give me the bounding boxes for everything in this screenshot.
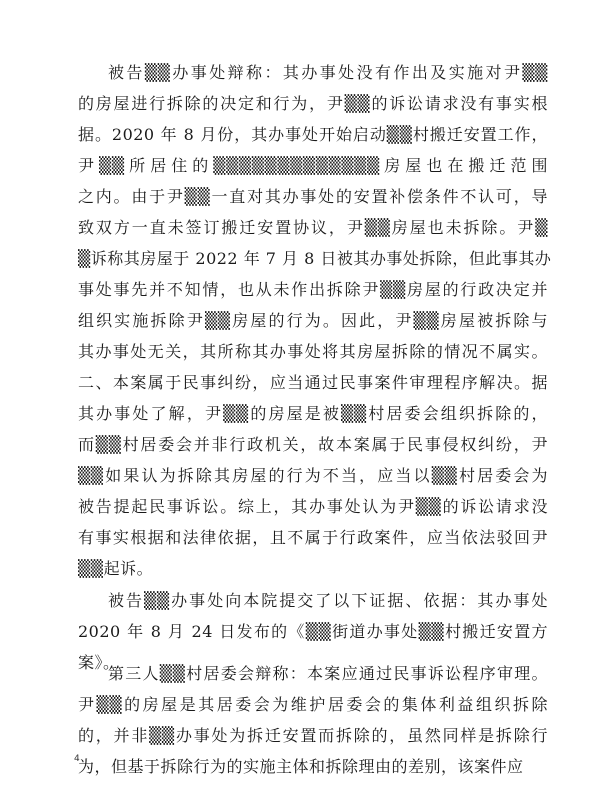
text-line: 二、本案属于民事纠纷，应当通过民事案件审理程序解决。据 xyxy=(78,373,548,392)
text-line: 被告提起民事诉讼。综上，其办事处认为尹▒▒的诉讼请求没 xyxy=(78,497,548,516)
text-line: 的房屋进行拆除的决定和行为，尹▒▒的诉讼请求没有事实根 xyxy=(78,94,548,113)
text-line: 而▒▒村居委会并非行政机关，故本案属于民事侵权纠纷，尹 xyxy=(78,435,548,454)
text-line: 之内。由于尹▒▒一直对其办事处的安置补偿条件不认可，导 xyxy=(78,187,548,206)
text-line: 案》。 xyxy=(78,653,120,672)
text-line: 为，但基于拆除行为的实施主体和拆除理由的差别，该案件应 xyxy=(78,757,524,776)
defendant-defense-paragraph xyxy=(78,57,552,584)
text-line: 致双方一直未签订搬迁安置协议，尹▒▒房屋也未拆除。尹▒ xyxy=(78,218,548,237)
text-line: 被告▒▒办事处辩称：其办事处没有作出及实施对尹▒▒ xyxy=(108,63,548,82)
text-line: 2020 年 8 月 24 日发布的《▒▒街道办事处▒▒村搬迁安置方 xyxy=(78,622,548,641)
text-line: 组织实施拆除尹▒▒房屋的行为。因此，尹▒▒房屋被拆除与 xyxy=(78,311,548,330)
third-party-defense-paragraph xyxy=(78,658,548,782)
text-line: 据。2020 年 8 月份，其办事处开始启动▒▒村搬迁安置工作， xyxy=(78,125,548,144)
text-line: ▒诉称其房屋于 2022 年 7 月 8 日被其办事处拆除，但此事其办 xyxy=(78,249,552,268)
text-line: 尹▒▒的房屋是其居委会为维护居委会的集体利益组织拆除 xyxy=(78,695,548,714)
text-line: ▒▒如果认为拆除其房屋的行为不当，应当以▒▒村居委会为 xyxy=(78,466,548,485)
text-line: 被告▒▒办事处向本院提交了以下证据、依据：其办事处 xyxy=(108,591,548,610)
page-number: 4 xyxy=(74,754,80,764)
text-line: 的，并非▒▒办事处为拆迁安置而拆除的，虽然同样是拆除行 xyxy=(78,726,548,745)
text-line: 其办事处无关，其所称其办事处将其房屋拆除的情况不属实。 xyxy=(78,342,548,361)
text-line: ▒▒起诉。 xyxy=(78,559,154,578)
text-line: 第三人▒▒村居委会辩称：本案应通过民事诉讼程序审理。 xyxy=(108,664,548,683)
text-line: 有事实根据和法律依据，且不属于行政案件，应当依法驳回尹 xyxy=(78,528,548,547)
text-line: 尹▒▒所居住的▒▒▒▒▒▒▒▒▒▒▒▒▒房屋也在搬迁范围 xyxy=(78,156,548,175)
text-line: 其办事处了解，尹▒▒的房屋是被▒▒村居委会组织拆除的， xyxy=(78,404,548,423)
text-line: 事处事先并不知情，也从未作出拆除尹▒▒房屋的行政决定并 xyxy=(78,280,548,299)
